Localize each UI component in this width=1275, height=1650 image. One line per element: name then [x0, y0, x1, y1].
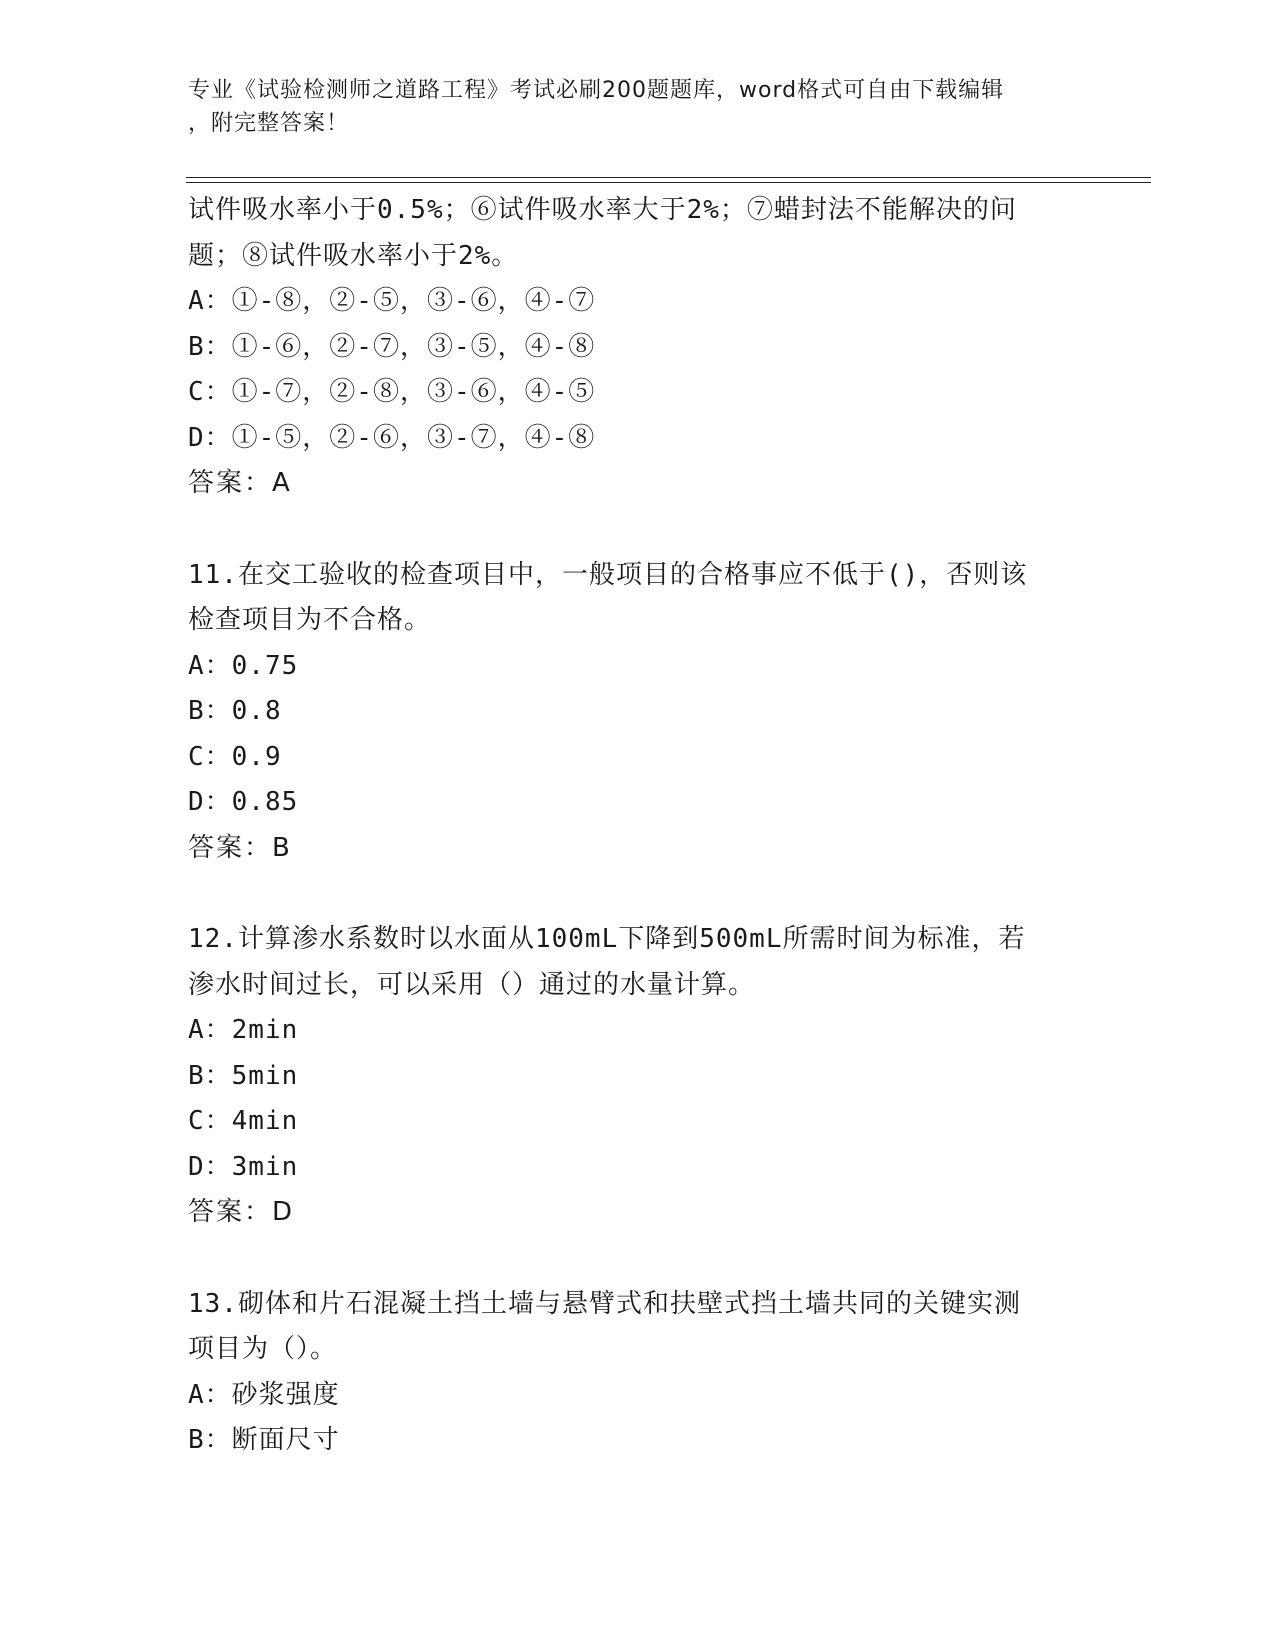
- option-d: D：①-⑤，②-⑥，③-⑦，④-⑧: [188, 422, 596, 453]
- answer: 答案：B: [188, 832, 292, 863]
- header-line-2: ，附完整答案！: [188, 111, 350, 136]
- question-10-tail: [188, 188, 1088, 507]
- option-c: C：4min: [188, 1106, 299, 1136]
- document-body: [188, 188, 1088, 1464]
- document-header: [188, 74, 1088, 140]
- spacer: [188, 507, 1088, 553]
- question-text-line: 试件吸水率小于0.5%；⑥试件吸水率大于2%；⑦蜡封法不能解决的问: [188, 195, 1017, 225]
- question-12: [188, 917, 1088, 1236]
- option-c: C：①-⑦，②-⑧，③-⑥，④-⑤: [188, 377, 596, 407]
- option-a: A：2min: [188, 1015, 299, 1045]
- answer: 答案：D: [188, 1197, 295, 1227]
- option-b: B：断面尺寸: [188, 1425, 340, 1455]
- option-b: B：5min: [188, 1060, 299, 1091]
- answer: 答案：A: [188, 468, 292, 498]
- header-rule-top: [186, 177, 1151, 178]
- question-text-line: 13.砌体和片石混凝土挡土墙与悬臂式和扶壁式挡土墙共同的关键实测: [188, 1288, 1021, 1319]
- spacer: [188, 871, 1088, 917]
- option-a: A：①-⑧，②-⑤，③-⑥，④-⑦: [188, 286, 596, 316]
- option-b: B：0.8: [188, 696, 282, 726]
- option-a: A：0.75: [188, 650, 299, 681]
- header-line-1: 专业《试验检测师之道路工程》考试必刷200题题库，word格式可自由下载编辑: [188, 78, 1005, 103]
- header-rule-bottom: [186, 182, 1151, 183]
- option-a: A：砂浆强度: [188, 1379, 340, 1410]
- question-text-line: 渗水时间过长，可以采用（）通过的水量计算。: [188, 969, 756, 1000]
- option-d: D：3min: [188, 1151, 299, 1182]
- spacer: [188, 1236, 1088, 1282]
- question-text-line: 11.在交工验收的检查项目中，一般项目的合格事应不低于()，否则该: [188, 559, 1028, 590]
- question-13: [188, 1282, 1088, 1464]
- question-text-line: 题；⑧试件吸水率小于2%。: [188, 240, 519, 271]
- question-11: [188, 553, 1088, 872]
- option-d: D：0.85: [188, 787, 299, 817]
- question-text-line: 检查项目为不合格。: [188, 605, 432, 635]
- option-c: C：0.9: [188, 741, 282, 772]
- option-b: B：①-⑥，②-⑦，③-⑤，④-⑧: [188, 331, 596, 362]
- question-text-line: 12.计算渗水系数时以水面从100mL下降到500mL所需时间为标准，若: [188, 924, 1026, 954]
- question-text-line: 项目为（）。: [188, 1334, 338, 1364]
